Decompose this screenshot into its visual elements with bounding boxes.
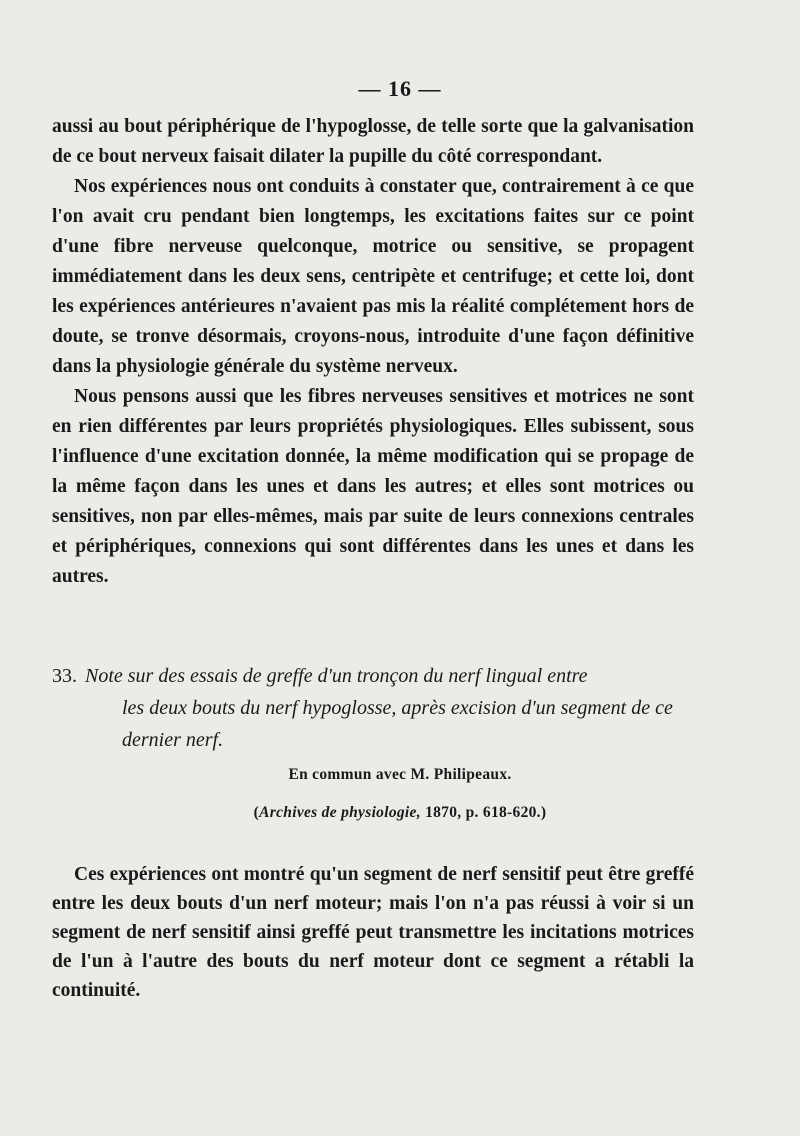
page-number: — 16 — [358, 76, 442, 101]
section-heading [52, 660, 702, 756]
section-number: 33. [52, 665, 77, 687]
body-text [52, 112, 694, 592]
source-journal: Archives de physiologie, [259, 804, 421, 821]
source-open: ( [253, 804, 260, 821]
paragraph: Nos expériences nous ont conduits à constater que, contrairement à ce que l'on avait cru pendant bien longtemps, les excitations faites sur ce point d'une fibre nerveuse quelconque, motrice ou sensitive, se propagent immédiatement dans les deux sens, centripète et centrifuge; et cette loi, dont les expériences antérieures n'avaient pas mis la réalité complétement hors de doute, se tronve désormais, croyons-nous, introduite d'une façon définitive dans la physiologie générale du système nerveux. [52, 176, 694, 377]
paragraph: Nous pensons aussi que les fibres nerveuses sensitives et motrices ne sont en rien différentes par leurs propriétés physiologiques. Elles subissent, sous l'influence d'une excitation donnée, la même modification qui se propage de la même façon dans les unes et dans les autres; et elles sont motrices ou sensitives, non par elles-mêmes, mais par suite de leurs connexions centrales et périphériques, connexions qui sont différentes dans les unes et dans les autres. [52, 386, 694, 587]
section-paragraph: Ces expériences ont montré qu'un segment de nerf sensitif peut être greffé entre les deux bouts d'un nerf moteur; mais l'on n'a pas réussi à voir si un segment de nerf sensitif ainsi greffé peut transmettre les incitations motrices de l'un à l'autre des bouts du nerf moteur dont ce segment a rétabli la continuité. [52, 864, 694, 1001]
paragraph-continuation: aussi au bout périphérique de l'hypoglosse, de telle sorte que la galvanisation de ce bout nerveux faisait dilater la pupille du côté correspondant. [52, 116, 694, 167]
section-title-line1: Note sur des essais de greffe d'un tronçon du nerf lingual entre [85, 665, 588, 687]
source-details: 1870, p. 618-620.) [420, 804, 547, 821]
collaboration-line: En commun avec M. Philipeaux. [288, 766, 512, 783]
section-title-rest: les deux bouts du nerf hypoglosse, après excision d'un segment de ce dernier nerf. [122, 697, 673, 751]
section-body [52, 860, 694, 1005]
source-citation [0, 804, 800, 822]
